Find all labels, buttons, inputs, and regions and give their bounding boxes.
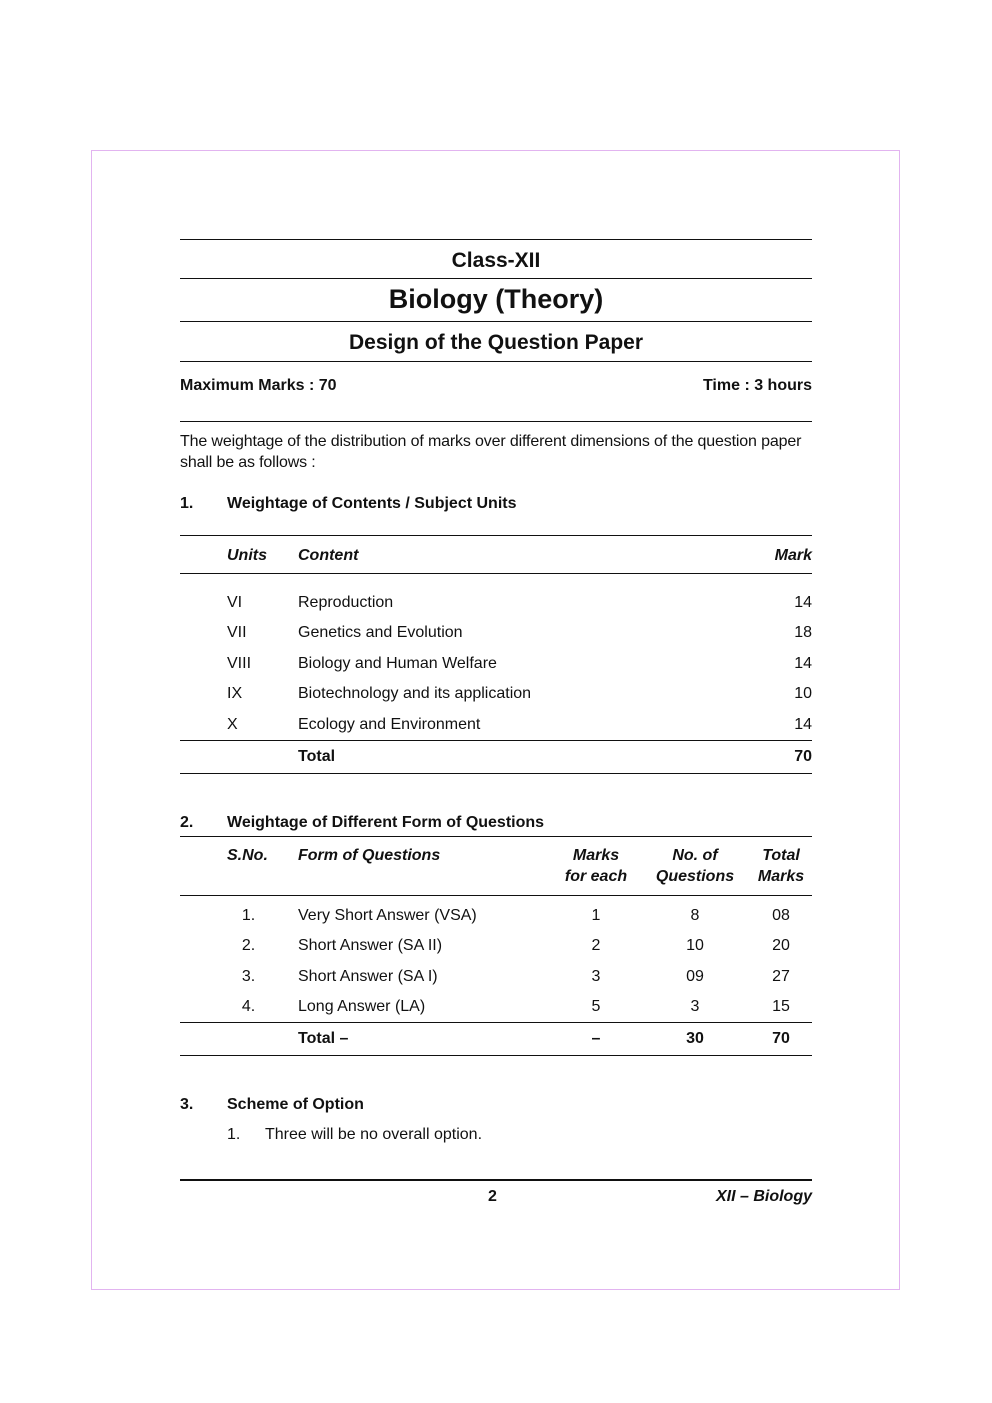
table-header-row xyxy=(180,836,812,895)
column-header-sno: S.No. xyxy=(227,836,298,895)
item-number: 1. xyxy=(227,1126,241,1143)
page-number: 2 xyxy=(488,1188,497,1205)
section-number: 1. xyxy=(180,495,194,512)
total-row xyxy=(180,1023,812,1056)
total-marks-each: – xyxy=(552,1023,640,1056)
sno-cell: 2. xyxy=(241,937,256,955)
form-cell: Short Answer (SA I) xyxy=(298,967,438,985)
table-row xyxy=(180,649,812,680)
content-cell: Ecology and Environment xyxy=(298,715,481,733)
time-allowed: Time : 3 hours xyxy=(702,377,812,394)
marks-cell: 1 xyxy=(591,907,601,925)
section-1-heading xyxy=(180,495,812,513)
question-forms-table xyxy=(180,836,812,1057)
section-number: 2. xyxy=(180,813,194,831)
marks-cell: 2 xyxy=(591,937,601,955)
class-title: Class-XII xyxy=(451,249,541,272)
unit-cell: IX xyxy=(227,685,243,703)
noq-cell: 3 xyxy=(690,998,700,1015)
units-table xyxy=(180,535,812,774)
section-number: 3. xyxy=(180,1096,194,1113)
total-label: Total – xyxy=(298,1023,552,1056)
column-header-marks-each: Marks for each xyxy=(552,836,640,895)
page-content xyxy=(180,239,812,1211)
mark-cell: 10 xyxy=(794,685,812,703)
content-cell: Biotechnology and its application xyxy=(298,685,532,703)
total-marks: 70 xyxy=(750,1023,812,1056)
content-cell: Genetics and Evolution xyxy=(298,624,463,642)
sno-cell: 3. xyxy=(241,967,256,985)
item-text: Three will be no overall option. xyxy=(265,1126,483,1143)
table-row xyxy=(180,931,812,962)
table-row xyxy=(180,618,812,649)
marks-cell: 5 xyxy=(591,998,601,1015)
design-title: Design of the Question Paper xyxy=(348,331,644,354)
content-cell: Biology and Human Welfare xyxy=(298,654,497,672)
total-row xyxy=(180,740,812,773)
column-header-content: Content xyxy=(298,536,741,574)
column-header-total-marks: Total Marks xyxy=(750,836,812,895)
section-title: Scheme of Option xyxy=(227,1096,364,1113)
exam-meta xyxy=(180,362,812,421)
max-marks: Maximum Marks : 70 xyxy=(180,377,337,394)
table-row xyxy=(180,588,812,619)
sno-cell: 1. xyxy=(241,907,256,925)
table-row xyxy=(180,710,812,741)
intro-paragraph: The weightage of the distribution of marks over different dimensions of the question paper shall be as follows : xyxy=(180,433,802,471)
table-row xyxy=(180,992,812,1023)
section-2-heading xyxy=(180,814,812,832)
noq-cell: 10 xyxy=(686,937,704,955)
page-footer xyxy=(180,1181,812,1211)
unit-cell: VII xyxy=(227,624,247,642)
column-header-form: Form of Questions xyxy=(298,836,552,895)
form-cell: Very Short Answer (VSA) xyxy=(298,907,477,925)
mark-cell: 14 xyxy=(794,593,812,611)
total-cell: 20 xyxy=(772,937,790,955)
table-header-row xyxy=(180,536,812,574)
form-cell: Long Answer (LA) xyxy=(298,998,426,1015)
running-title: XII – Biology xyxy=(715,1188,812,1205)
table-row xyxy=(180,962,812,993)
section-title: Weightage of Different Form of Questions xyxy=(227,813,545,831)
section-3-heading xyxy=(180,1096,812,1114)
total-questions: 30 xyxy=(640,1023,750,1056)
divider xyxy=(180,421,812,422)
unit-cell: VIII xyxy=(227,654,252,672)
table-row xyxy=(180,679,812,710)
subject-title: Biology (Theory) xyxy=(388,284,604,314)
total-cell: 08 xyxy=(772,907,790,925)
column-header-no-of-questions: No. of Questions xyxy=(640,836,750,895)
mark-cell: 14 xyxy=(794,715,812,733)
total-cell: 15 xyxy=(772,998,790,1015)
total-cell: 27 xyxy=(772,967,790,985)
sno-cell: 4. xyxy=(241,998,256,1015)
unit-cell: X xyxy=(227,715,238,733)
noq-cell: 8 xyxy=(690,907,700,925)
total-label: Total xyxy=(298,740,741,773)
column-header-mark: Mark xyxy=(741,536,812,574)
table-row xyxy=(180,895,812,931)
form-cell: Short Answer (SA II) xyxy=(298,937,443,955)
column-header-units: Units xyxy=(227,536,298,574)
noq-cell: 09 xyxy=(686,967,704,985)
mark-cell: 14 xyxy=(794,654,812,672)
content-cell: Reproduction xyxy=(298,593,394,611)
list-item xyxy=(180,1126,812,1144)
section-title: Weightage of Contents / Subject Units xyxy=(227,495,517,512)
mark-cell: 18 xyxy=(794,624,812,642)
total-mark: 70 xyxy=(741,740,812,773)
unit-cell: VI xyxy=(227,593,243,611)
marks-cell: 3 xyxy=(591,967,601,985)
